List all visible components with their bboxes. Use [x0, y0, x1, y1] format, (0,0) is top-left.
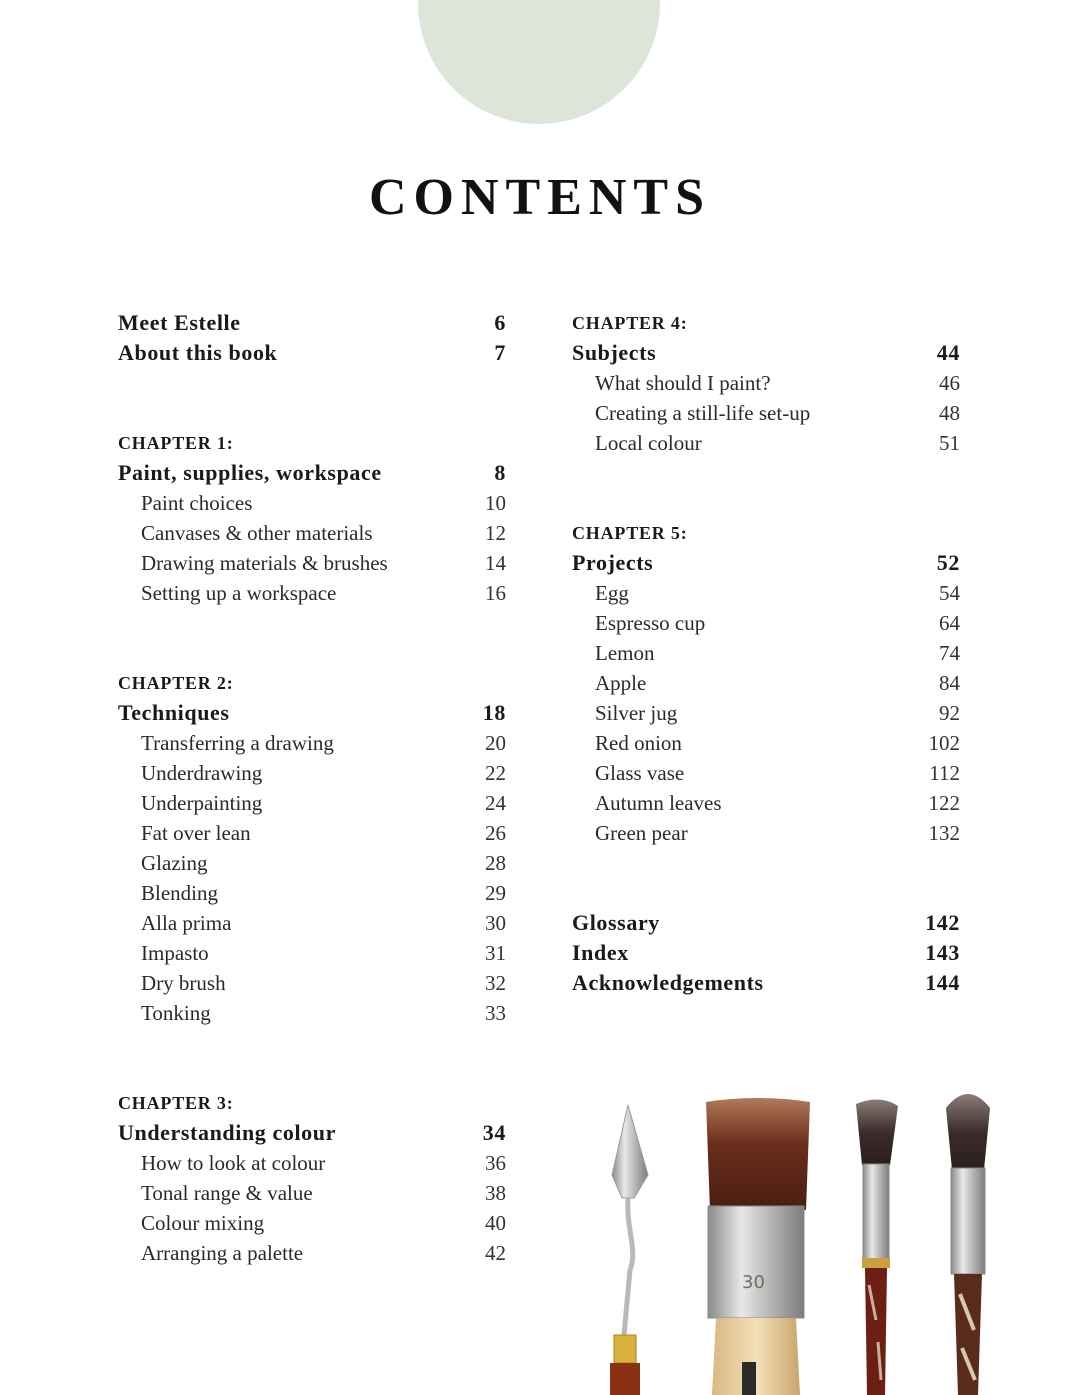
entry-label: Subjects [572, 340, 657, 365]
toc-subentry[interactable] [118, 818, 506, 848]
entry-page: 122 [928, 791, 960, 815]
toc-subentry[interactable] [572, 428, 960, 458]
entry-label: Green pear [595, 821, 688, 845]
entry-label: Understanding colour [118, 1120, 336, 1145]
entry-label: Setting up a workspace [141, 581, 337, 605]
entry-label: Dry brush [141, 971, 226, 995]
spacer [118, 368, 506, 428]
entry-page: 26 [485, 821, 506, 845]
chapter-label: CHAPTER 3: [118, 1093, 234, 1113]
entry-label: Tonking [141, 1001, 211, 1025]
entry-page: 8 [494, 460, 506, 485]
toc-subentry[interactable] [572, 728, 960, 758]
entry-label: Fat over lean [141, 821, 251, 845]
entry-page: 20 [485, 731, 506, 755]
entry-label: Local colour [595, 431, 702, 455]
toc-subentry[interactable] [118, 548, 506, 578]
entry-label: Egg [595, 581, 629, 605]
toc-right-column [572, 308, 960, 998]
entry-page: 22 [485, 761, 506, 785]
entry-label: Glazing [141, 851, 208, 875]
brushes-photo [560, 1080, 1080, 1395]
entry-label: Paint, supplies, workspace [118, 460, 382, 485]
toc-subentry[interactable] [572, 398, 960, 428]
flat-brush [706, 1098, 810, 1395]
entry-label: Silver jug [595, 701, 678, 725]
entry-page: 64 [939, 611, 960, 635]
entry-label: Underpainting [141, 791, 263, 815]
entry-label: Index [572, 940, 629, 965]
entry-page: 24 [485, 791, 506, 815]
toc-entry[interactable] [572, 968, 960, 998]
palette-knife [610, 1105, 648, 1395]
entry-label: Paint choices [141, 491, 253, 515]
toc-subentry[interactable] [118, 578, 506, 608]
round-brush [946, 1094, 990, 1395]
entry-page: 33 [485, 1001, 506, 1025]
page-title: CONTENTS [368, 169, 712, 226]
entry-page: 29 [485, 881, 506, 905]
entry-label: Espresso cup [595, 611, 706, 635]
entry-page: 18 [482, 700, 506, 725]
entry-label: Apple [595, 671, 647, 695]
entry-page: 144 [925, 970, 960, 995]
entry-label: Blending [141, 881, 218, 905]
entry-page: 34 [482, 1120, 506, 1145]
entry-label: Red onion [595, 731, 682, 755]
entry-label: Canvases & other materials [141, 521, 373, 545]
entry-page: 48 [939, 401, 960, 425]
entry-label: Tonal range & value [141, 1181, 313, 1205]
toc-left-column [118, 308, 506, 1268]
toc-subentry[interactable] [572, 578, 960, 608]
entry-page: 44 [936, 340, 960, 365]
chapter-title-entry[interactable] [572, 338, 960, 368]
toc-subentry[interactable] [572, 668, 960, 698]
entry-page: 14 [485, 551, 506, 575]
toc-subentry[interactable] [572, 758, 960, 788]
spacer [572, 848, 960, 908]
entry-page: 46 [939, 371, 960, 395]
chapter-label: CHAPTER 1: [118, 433, 234, 453]
entry-page: 30 [485, 911, 506, 935]
entry-page: 16 [485, 581, 506, 605]
toc-subentry[interactable] [118, 788, 506, 818]
entry-page: 143 [925, 940, 960, 965]
entry-label: Glossary [572, 910, 660, 935]
entry-label: Impasto [141, 941, 209, 965]
entry-label: How to look at colour [141, 1151, 326, 1175]
toc-subentry[interactable] [118, 1148, 506, 1178]
chapter-title-entry[interactable] [118, 458, 506, 488]
entry-page: 92 [939, 701, 960, 725]
toc-subentry[interactable] [572, 788, 960, 818]
entry-page: 32 [485, 971, 506, 995]
entry-page: 31 [485, 941, 506, 965]
entry-page: 7 [494, 340, 506, 365]
toc-subentry[interactable] [118, 848, 506, 878]
toc-entry[interactable] [572, 938, 960, 968]
entry-page: 74 [939, 641, 960, 665]
chapter-label: CHAPTER 4: [572, 313, 688, 333]
entry-label: Colour mixing [141, 1211, 265, 1235]
entry-page: 102 [928, 731, 960, 755]
entry-page: 54 [939, 581, 960, 605]
toc-subentry[interactable] [572, 608, 960, 638]
chapter-title-entry[interactable] [118, 698, 506, 728]
entry-label: Alla prima [141, 911, 232, 935]
entry-page: 84 [939, 671, 960, 695]
toc-subentry[interactable] [118, 518, 506, 548]
round-brush [856, 1099, 898, 1395]
toc-subentry[interactable] [118, 728, 506, 758]
toc-subentry[interactable] [572, 698, 960, 728]
toc-subentry[interactable] [118, 1208, 506, 1238]
entry-page: 40 [485, 1211, 506, 1235]
spacer [118, 1028, 506, 1088]
toc-entry[interactable] [118, 338, 506, 368]
entry-page: 142 [925, 910, 960, 935]
entry-page: 51 [939, 431, 960, 455]
chapter-title-entry[interactable] [572, 548, 960, 578]
entry-label: Lemon [595, 641, 655, 665]
entry-label: Glass vase [595, 761, 685, 785]
entry-label: Transferring a drawing [141, 731, 334, 755]
entry-label: Autumn leaves [595, 791, 722, 815]
entry-label: Creating a still-life set-up [595, 401, 811, 425]
entry-page: 112 [929, 761, 960, 785]
entry-label: Techniques [118, 700, 230, 725]
toc-subentry[interactable] [118, 758, 506, 788]
entry-label: Drawing materials & brushes [141, 551, 388, 575]
entry-page: 28 [485, 851, 506, 875]
entry-label: About this book [118, 340, 278, 365]
chapter-title-entry[interactable] [118, 1118, 506, 1148]
entry-label: What should I paint? [595, 371, 771, 395]
toc-subentry[interactable] [118, 488, 506, 518]
toc-subentry[interactable] [118, 878, 506, 908]
entry-page: 38 [485, 1181, 506, 1205]
toc-subentry[interactable] [118, 908, 506, 938]
entry-page: 42 [485, 1241, 506, 1265]
entry-page: 52 [936, 550, 960, 575]
toc-subentry[interactable] [118, 938, 506, 968]
entry-label: Acknowledgements [572, 970, 764, 995]
entry-label: Arranging a palette [141, 1241, 304, 1265]
entry-page: 10 [485, 491, 506, 515]
entry-label: Meet Estelle [118, 310, 241, 335]
chapter-label: CHAPTER 5: [572, 523, 688, 543]
entry-page: 6 [494, 310, 506, 335]
toc-subentry[interactable] [118, 998, 506, 1028]
toc-subentry[interactable] [118, 1238, 506, 1268]
entry-page: 36 [485, 1151, 506, 1175]
toc-subentry[interactable] [572, 368, 960, 398]
decorative-circle [418, 0, 660, 124]
entry-label: Underdrawing [141, 761, 263, 785]
spacer [572, 458, 960, 518]
entry-page: 12 [485, 521, 506, 545]
toc-subentry[interactable] [572, 818, 960, 848]
toc-entry[interactable] [118, 308, 506, 338]
chapter-label: CHAPTER 2: [118, 673, 234, 693]
toc-subentry[interactable] [572, 638, 960, 668]
spacer [118, 608, 506, 668]
entry-label: Projects [572, 550, 654, 575]
brush-size-label: 30 [742, 1272, 765, 1293]
entry-page: 132 [928, 821, 960, 845]
toc-subentry[interactable] [118, 1178, 506, 1208]
toc-entry[interactable] [572, 908, 960, 938]
toc-subentry[interactable] [118, 968, 506, 998]
